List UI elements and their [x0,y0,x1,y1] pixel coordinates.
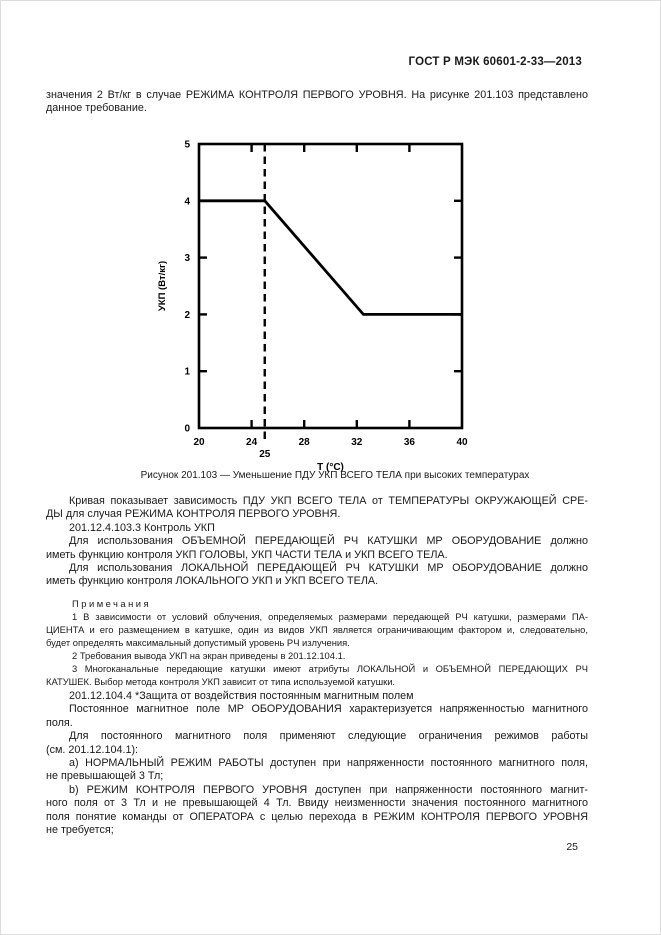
section-text-lower [46,690,588,837]
note-1 [46,610,588,649]
text-line: иметь функцию контроля УКП ГОЛОВЫ, УКП ЧАСТИ ТЕЛА и УКП ВСЕГО ТЕЛА. [46,548,448,561]
notes-block [46,597,588,688]
subclause-201-12-104-4 [46,690,588,703]
text-line: КАТУШЕК. Выбор метода контроля УКП зависит от типа используемой катушки. [46,676,396,687]
text-line: значения 2 Вт/кг в случае РЕЖИМА КОНТРОЛЯ ПЕРВОГО УРОВНЯ. На рисунке 201.103 представлено [46,89,588,101]
text-line: Кривая показывает зависимость ПДУ УКП ВСЕГО ТЕЛА от ТЕМПЕРАТУРЫ ОКРУЖАЮЩЕЙ СРЕ- [69,495,588,507]
text-line: не требуется; [46,824,114,837]
text-line: a) НОРМАЛЬНЫЙ РЕЖИМ РАБОТЫ доступен при напряженности постоянного магнитного поля, [69,757,588,770]
note-3 [46,662,588,688]
para-local-coil [46,562,588,589]
document-header: ГОСТ Р МЭК 60601-2-33—2013 [408,56,582,68]
x-tick-label: 28 [298,437,310,448]
text-line: будет определять максимальный допустимый уровень РЧ излучения. [46,637,350,648]
text-line: данное требование. [46,102,147,115]
text-line: ЦИЕНТА и его размещением в катушке, один из видов УКП является ограничивающим фактором и, следовательно, [46,624,588,635]
figure-caption: Рисунок 201.103 — Уменьшение ПДУ УКП ВСЕГО ТЕЛА при высоких температурах [140,470,530,481]
x-tick-label: 36 [403,437,415,448]
sar-derating-chart [148,138,478,474]
x-tick-label: 20 [193,437,205,448]
x-axis-title: Т (°С) [317,462,344,473]
text-line: b) РЕЖИМ КОНТРОЛЯ ПЕРВОГО УРОВНЯ доступен при напряженности постоянного магнит- [69,783,588,796]
y-axis-title: УКП (Вт/кг) [157,260,168,312]
text-line: 1 В зависимости от условий облучения, определяемых размерами передающей РЧ катушки, размерами ПА- [72,611,588,622]
text-line: ного поля от 3 Тл и не превышающей 4 Тл. Ввиду неизменности значения постоянного магнитного [46,797,588,810]
text-line: 3 Многоканальные передающие катушки имеют атрибуты ЛОКАЛЬНОЙ и ОБЪЕМНОЙ ПЕРЕДАЮЩИХ РЧ [72,663,588,674]
figure-201-103-chart [148,138,478,474]
x-tick-label: 32 [351,437,363,448]
text-line: Для использования ЛОКАЛЬНОЙ ПЕРЕДАЮЩЕЙ РЧ КАТУШКИ МР ОБОРУДОВАНИЕ должно [69,562,588,575]
text-line: 2 Требования вывода УКП на экран приведены в 201.12.104.1. [72,650,346,661]
text-line: не превышающей 3 Тл; [46,770,164,783]
notes-heading: Примечания [72,598,152,609]
x-tick-label: 40 [456,437,468,448]
text-line: (см. 201.12.104.1): [46,743,139,756]
para-static-field [46,703,588,730]
subclause-201-12-4-103-3 [46,522,588,535]
y-tick-label: 2 [184,309,190,321]
text-line: Для постоянного магнитного поля применяют следующие ограничения режимов работы [69,730,588,743]
page-number: 25 [566,841,578,853]
note-2 [46,649,588,662]
section-text-upper [46,495,588,589]
para-item-a [46,757,588,784]
text-line: поля понятие команды от ОПЕРАТОРА с целью перехода в РЕЖИМ КОНТРОЛЯ ПЕРВОГО УРОВНЯ [46,810,588,823]
y-tick-label: 4 [184,196,190,208]
text-line: ДЫ для случая РЕЖИМА КОНТРОЛЯ ПЕРВОГО УРОВНЯ. [46,508,341,521]
intro-paragraph [46,89,588,116]
x-tick-label: 24 [246,437,258,448]
text-line: иметь функцию контроля ЛОКАЛЬНОГО УКП и УКП ВСЕГО ТЕЛА. [46,575,379,588]
text-line: поля. [46,716,73,729]
text-line: 201.12.104.4 *Защита от воздействия постоянным магнитным полем [69,690,414,702]
sar-limit-curve [199,201,462,315]
intro-paragraph [46,89,588,116]
para-item-b [46,784,588,838]
para-restrictions-intro [46,730,588,757]
text-line: Для использования ОБЪЕМНОЙ ПЕРЕДАЮЩЕЙ РЧ КАТУШКИ МР ОБОРУДОВАНИЕ должно [69,535,588,548]
y-tick-label: 1 [184,366,190,378]
y-tick-label: 0 [184,423,190,435]
reference-label: 25 [259,449,271,460]
y-tick-label: 5 [184,139,190,151]
notes-items [46,610,588,688]
plot-frame [199,144,462,428]
text-line: Постоянное магнитное поле МР ОБОРУДОВАНИЯ характеризуется напряженностью магнитного [69,703,588,716]
para-volume-coil [46,535,588,562]
text-line: 201.12.4.103.3 Контроль УКП [69,521,215,534]
para-curve-description [46,495,588,522]
y-tick-label: 3 [184,253,190,265]
